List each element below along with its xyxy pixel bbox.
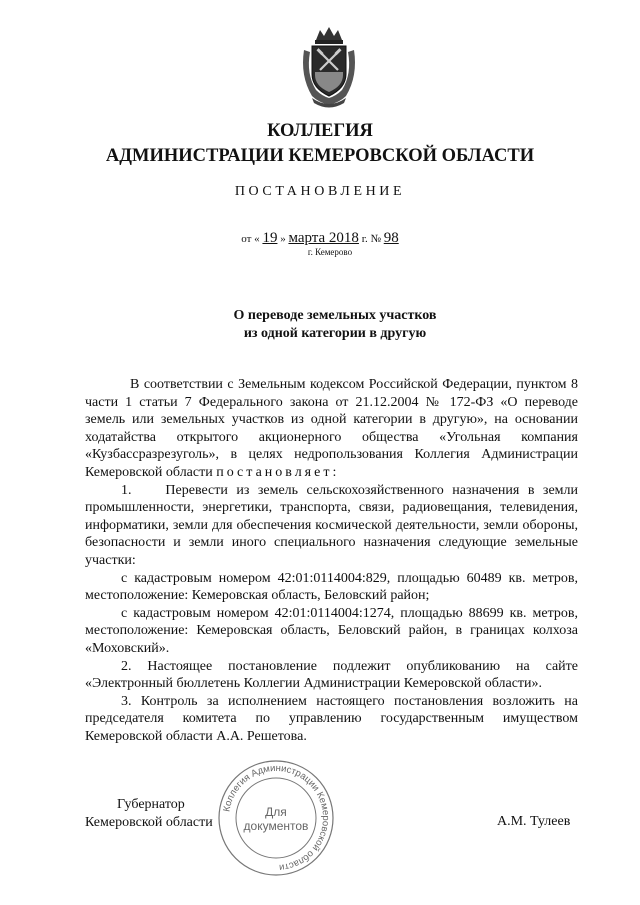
item-3: 3. Контроль за исполнением настоящего постановления возложить на председателя комитета по управлению государственным имуществом Кемеровской области А.А. Решетова. [85,693,578,744]
city: г. Кемерово [307,247,353,257]
decree-word: постановляет: [216,464,340,480]
org-name-line1: КОЛЛЕГИЯ [267,121,373,141]
signatory-name: А.М. Тулеев [497,814,571,829]
position-line2: Кемеровской области [85,815,213,830]
document-number: 98 [383,230,399,246]
stamp-center-line2: документов [243,819,309,833]
title-line2: из одной категории в другую [243,326,427,341]
position-line1: Губернатор [117,797,185,812]
item-1: 1. Перевести из земель сельскохозяйственного назначения в земли промышленности, энергетики, транспорта, связи, радиовещания, телевидения, информатики, земли для обеспечения космической деятельности, земли обороны, безопасности и земли иного специального назначения следующие земельные участки: [85,482,582,568]
signatory-position [85,796,213,832]
item-2: 2. Настоящее постановление подлежит опубликованию на сайте «Электронный бюллетень Коллегии Администрации Кемеровской области». [85,658,578,692]
stamp-ring-text: Коллегия Администрации Кемеровской области [221,762,332,873]
date-line [0,230,640,247]
date-year-suffix: г. [361,233,368,245]
document-title [0,307,640,343]
plot-2: с кадастровым номером 42:01:0114004:1274, площадью 88699 кв. метров, местоположение: Кемеровская область, Беловский район, в границах колхоза «Моховский». [85,605,578,656]
date-prefix: от « [241,233,260,245]
stamp-center-line1: Для [265,805,287,819]
document-body [85,376,582,745]
document-type: ПОСТАНОВЛЕНИЕ [234,184,406,199]
preamble-text: В соответствии с Земельным кодексом Российской Федерации, пунктом 8 части 1 статьи 7 Федерального закона от 21.12.2004 № 172-ФЗ «О переводе земель или земельных участков из одной категории в другую», на основании ходатайства открытого акционерного общества «Угольная компания «Кузбассразрезуголь», в целях недропользования Коллегия Администрации Кемеровской области [85,377,578,480]
date-mid: » [280,233,286,245]
coat-of-arms-icon [298,26,360,108]
plot-1: с кадастровым номером 42:01:0114004:829, площадью 60489 кв. метров, местоположение: Кемеровская область, Беловский район; [85,570,578,604]
official-stamp [216,758,336,878]
title-line1: О переводе земельных участков [233,308,437,323]
date-month-year: марта 2018 [288,230,359,246]
date-day: 19 [262,230,278,246]
org-name-line2: АДМИНИСТРАЦИИ КЕМЕРОВСКОЙ ОБЛАСТИ [105,146,535,166]
preamble-paragraph [85,376,578,482]
number-label: № [370,233,381,245]
